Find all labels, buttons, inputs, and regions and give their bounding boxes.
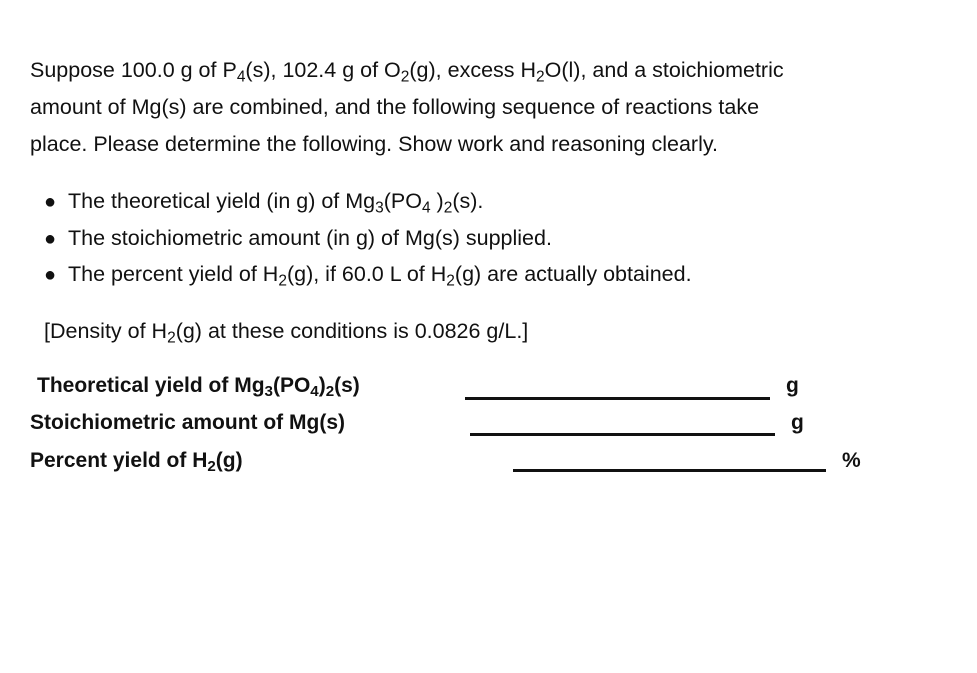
task-item-theoretical-yield: ● The theoretical yield (in g) of $Mg_3(PO_4$ )$_2(s)$. [44, 183, 692, 220]
problem-line-2: amount of Mg(s) are combined, and the following sequence of reactions take [30, 95, 760, 119]
answer-blank-stoichiometric-mg[interactable] [470, 433, 775, 436]
answer-label-percent-yield: Percent yield of $H_2(g)$ [30, 449, 243, 476]
problem-line-3: place. Please determine the following. Show work and reasoning clearly. [30, 132, 718, 156]
problem-line-1: Suppose 100.0 g of $P_4(s)$, 102.4 g of $O_2(g)$, excess $H_2O(l)$, and a stoichiometric [30, 58, 784, 86]
problem-statement [30, 52, 930, 163]
bullet-icon: ● [44, 227, 57, 250]
answer-label-theoretical-yield: Theoretical yield of $Mg_3(PO_4)_2(s)$ [37, 374, 360, 401]
answer-label-stoichiometric-mg: Stoichiometric amount of Mg(s) [30, 411, 345, 434]
unit-grams: g [791, 411, 804, 434]
bullet-icon: ● [44, 264, 57, 286]
density-note: [Density of $H_2(g)$ at these conditions is 0.0826 g/L.] [44, 319, 529, 347]
bullet-icon: ● [44, 191, 57, 213]
task-list [44, 183, 692, 293]
answer-blank-theoretical-yield[interactable] [465, 397, 770, 400]
unit-grams: g [786, 374, 799, 397]
task-item-percent-yield: ● The percent yield of $H_2(g)$, if 60.0 L of $H_2(g)$ are actually obtained. [44, 256, 692, 293]
unit-percent: % [842, 449, 861, 472]
answer-blank-percent-yield[interactable] [513, 469, 826, 472]
task-item-stoichiometric-amount: ● The stoichiometric amount (in g) of Mg(s) supplied. [44, 220, 692, 257]
